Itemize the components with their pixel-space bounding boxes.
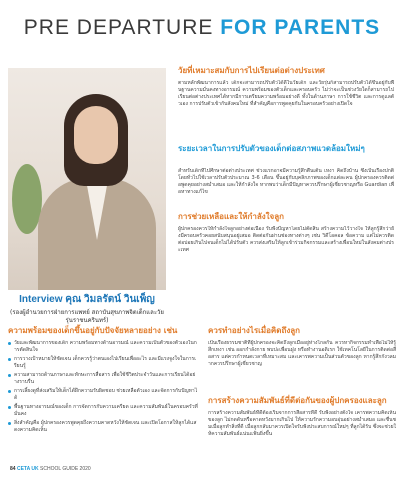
list-item: ความสามารถด้านภาษาและทักษะการสื่อสาร เพื่อใช้ชีวิตประจำวันและการเรียนได้อย่างราบรื่น <box>8 372 198 386</box>
section-heading-4: ความพร้อมของเด็กขึ้นอยู่กับปัจจัยหลายอย่าง เช่น <box>8 326 178 335</box>
section-heading-2: ระยะเวลาในการปรับตัวของเด็กต่อสภาพแวดล้อมใหม่ๆ <box>178 144 365 153</box>
list-item: สิ่งสำคัญคือ ผู้ปกครองควรพูดคุยถึงความคาดหวังให้ชัดเจน และเปิดโอกาสให้ลูกได้แสดงความคิดเห็น <box>8 420 198 434</box>
title-part2: FOR PARENTS <box>220 16 381 39</box>
page-footer <box>10 466 91 472</box>
interviewee-photo <box>8 68 166 290</box>
section-text-3: ผู้ปกครองควรให้กำลังใจลูกอย่างต่อเนื่อง รับฟังปัญหาโดยไม่ตัดสิน สร้างความไว้วางใจ ให้ลูกรู้สึกว่ายังมีครอบครัวคอยสนับสนุนอยู่เสมอ ติดต่อกันผ่านช่องทางต่างๆ เช่น วิดีโอคอล ข้อความ แต่ไม่ควรติดต่อบ่อยเกินไปจนเด็กไม่ได้ปรับตัว ควรส่งเสริมให้ลูกเข้าร่วมกิจกรรมและสร้างเพื่อนใหม่ในสังคมต่างประเทศ <box>178 226 394 253</box>
section-heading-3: การช่วยเหลือและให้กำลังใจลูก <box>178 212 284 221</box>
footer-brand: CETA UK <box>16 466 39 472</box>
section-text-5: เป็นเรื่องธรรมชาติที่ผู้ปกครองจะคิดถึงลูกเมื่ออยู่ห่างไกลกัน ควรหากิจกรรมทำเพื่อไม่ให้รู้สึกเหงา เช่น ออกกำลังกาย พบปะเพื่อนฝูง หรือทำงานอดิเรก ใช้เทคโนโลยีในการติดต่อสื่อสาร แต่ควรกำหนดเวลาที่เหมาะสม และเคารพความเป็นส่วนตัวของลูก หากรู้สึกกังวลมากควรปรึกษาผู้เชี่ยวชาญ <box>208 340 396 367</box>
list-item: การเลี้ยงดูที่ส่งเสริมให้เด็กได้ฝึกความรับผิดชอบ ช่วยเหลือตัวเอง และจัดการกับปัญหาได้ <box>8 388 198 402</box>
page-title <box>0 16 404 40</box>
title-part1: PRE DEPARTURE <box>23 16 214 39</box>
interview-caption <box>8 292 166 325</box>
list-item: พื้นฐานทางอารมณ์ของเด็ก การจัดการกับความเครียด และความสัมพันธ์ในครอบครัวที่มั่นคง <box>8 404 198 418</box>
section-text-2: สำหรับเด็กที่ไปศึกษาต่อต่างประเทศ ช่วงแรกอาจมีความรู้สึกตื่นเต้น เหงา คิดถึงบ้าน ซึ่งเป็นเรื่องปกติ โดยทั่วไปใช้เวลาปรับตัวประมาณ 3-6 เดือน ขึ้นอยู่กับบุคลิกภาพของเด็กแต่ละคน ผู้ปกครองควรติดต่อพูดคุยอย่างสม่ำเสมอ และให้กำลังใจ หากพบว่าเด็กมีปัญหาควรปรึกษาผู้เชี่ยวชาญหรือ Guardian เพื่อหาทางแก้ไข <box>178 168 394 195</box>
footer-text: SCHOOL GUIDE 2020 <box>40 466 91 472</box>
photo-face <box>74 106 118 164</box>
section-heading-5: ควรทำอย่างไรเมื่อคิดถึงลูก <box>208 326 300 335</box>
section-heading-6: การสร้างความสัมพันธ์ที่ดีต่อกันของผู้ปกครองและลูก <box>208 396 387 405</box>
page-number: 84 <box>10 466 16 472</box>
interviewee-role: (รองผู้อำนวยการฝ่ายการแพทย์ สถาบันสุขภาพจิตเด็กและวัยรุ่นราชนครินทร์) <box>10 309 164 324</box>
list-item: การวางเป้าหมายให้ชัดเจน เด็กควรรู้ว่าตนเองไปเรียนเพื่ออะไร และมีแรงจูงใจในการเรียนรู้ <box>8 356 198 370</box>
interviewee-name: Interview คุณ วิมลรัตน์ วินเพ็ญ <box>19 294 155 305</box>
list-item: วัยและพัฒนาการของเด็ก ความพร้อมทางด้านอารมณ์ และความเป็นตัวของตัวเองในการตัดสินใจ <box>8 340 198 354</box>
section-heading-1: วัยที่เหมาะสมกับการไปเรียนต่อต่างประเทศ <box>178 66 325 75</box>
section-text-6: การสร้างความสัมพันธ์ที่ดีต้องเริ่มจากการสื่อสารที่ดี รับฟังอย่างตั้งใจ เคารพความคิดเห็นของลูก ไม่กดดันหรือคาดหวังมากเกินไป ให้ความรักความอบอุ่นอย่างสม่ำเสมอ และชื่นชมเมื่อลูกทำสิ่งที่ดี เมื่อลูกกลับมาควรเปิดใจรับฟังประสบการณ์ใหม่ๆ ที่ลูกได้รับ ซึ่งจะช่วยให้ความสัมพันธ์แน่นแฟ้นยิ่งขึ้น <box>208 410 396 437</box>
section-text-1: ตามหลักพัฒนาการแล้ว เด็กจะสามารถปรับตัวได้ดีในวัยเด็ก และวัยรุ่นก็สามารถปรับตัวได้ขึ้นอยู่กับพื้นฐานความมั่นคงทางอารมณ์ ความพร้อมของตัวเด็กและครอบครัว ไม่ว่าจะเป็นช่วงวัยใดก็สามารถไปเรียนต่อต่างประเทศได้หากมีการเตรียมความพร้อมอย่างดี ทั้งในด้านภาษา การใช้ชีวิต และการดูแลตัวเอง การปรับตัวเข้ากับสังคมใหม่ ที่สำคัญคือการพูดคุยกันในครอบครัวอย่างเปิดใจ <box>178 80 394 107</box>
readiness-factor-list <box>8 340 198 460</box>
